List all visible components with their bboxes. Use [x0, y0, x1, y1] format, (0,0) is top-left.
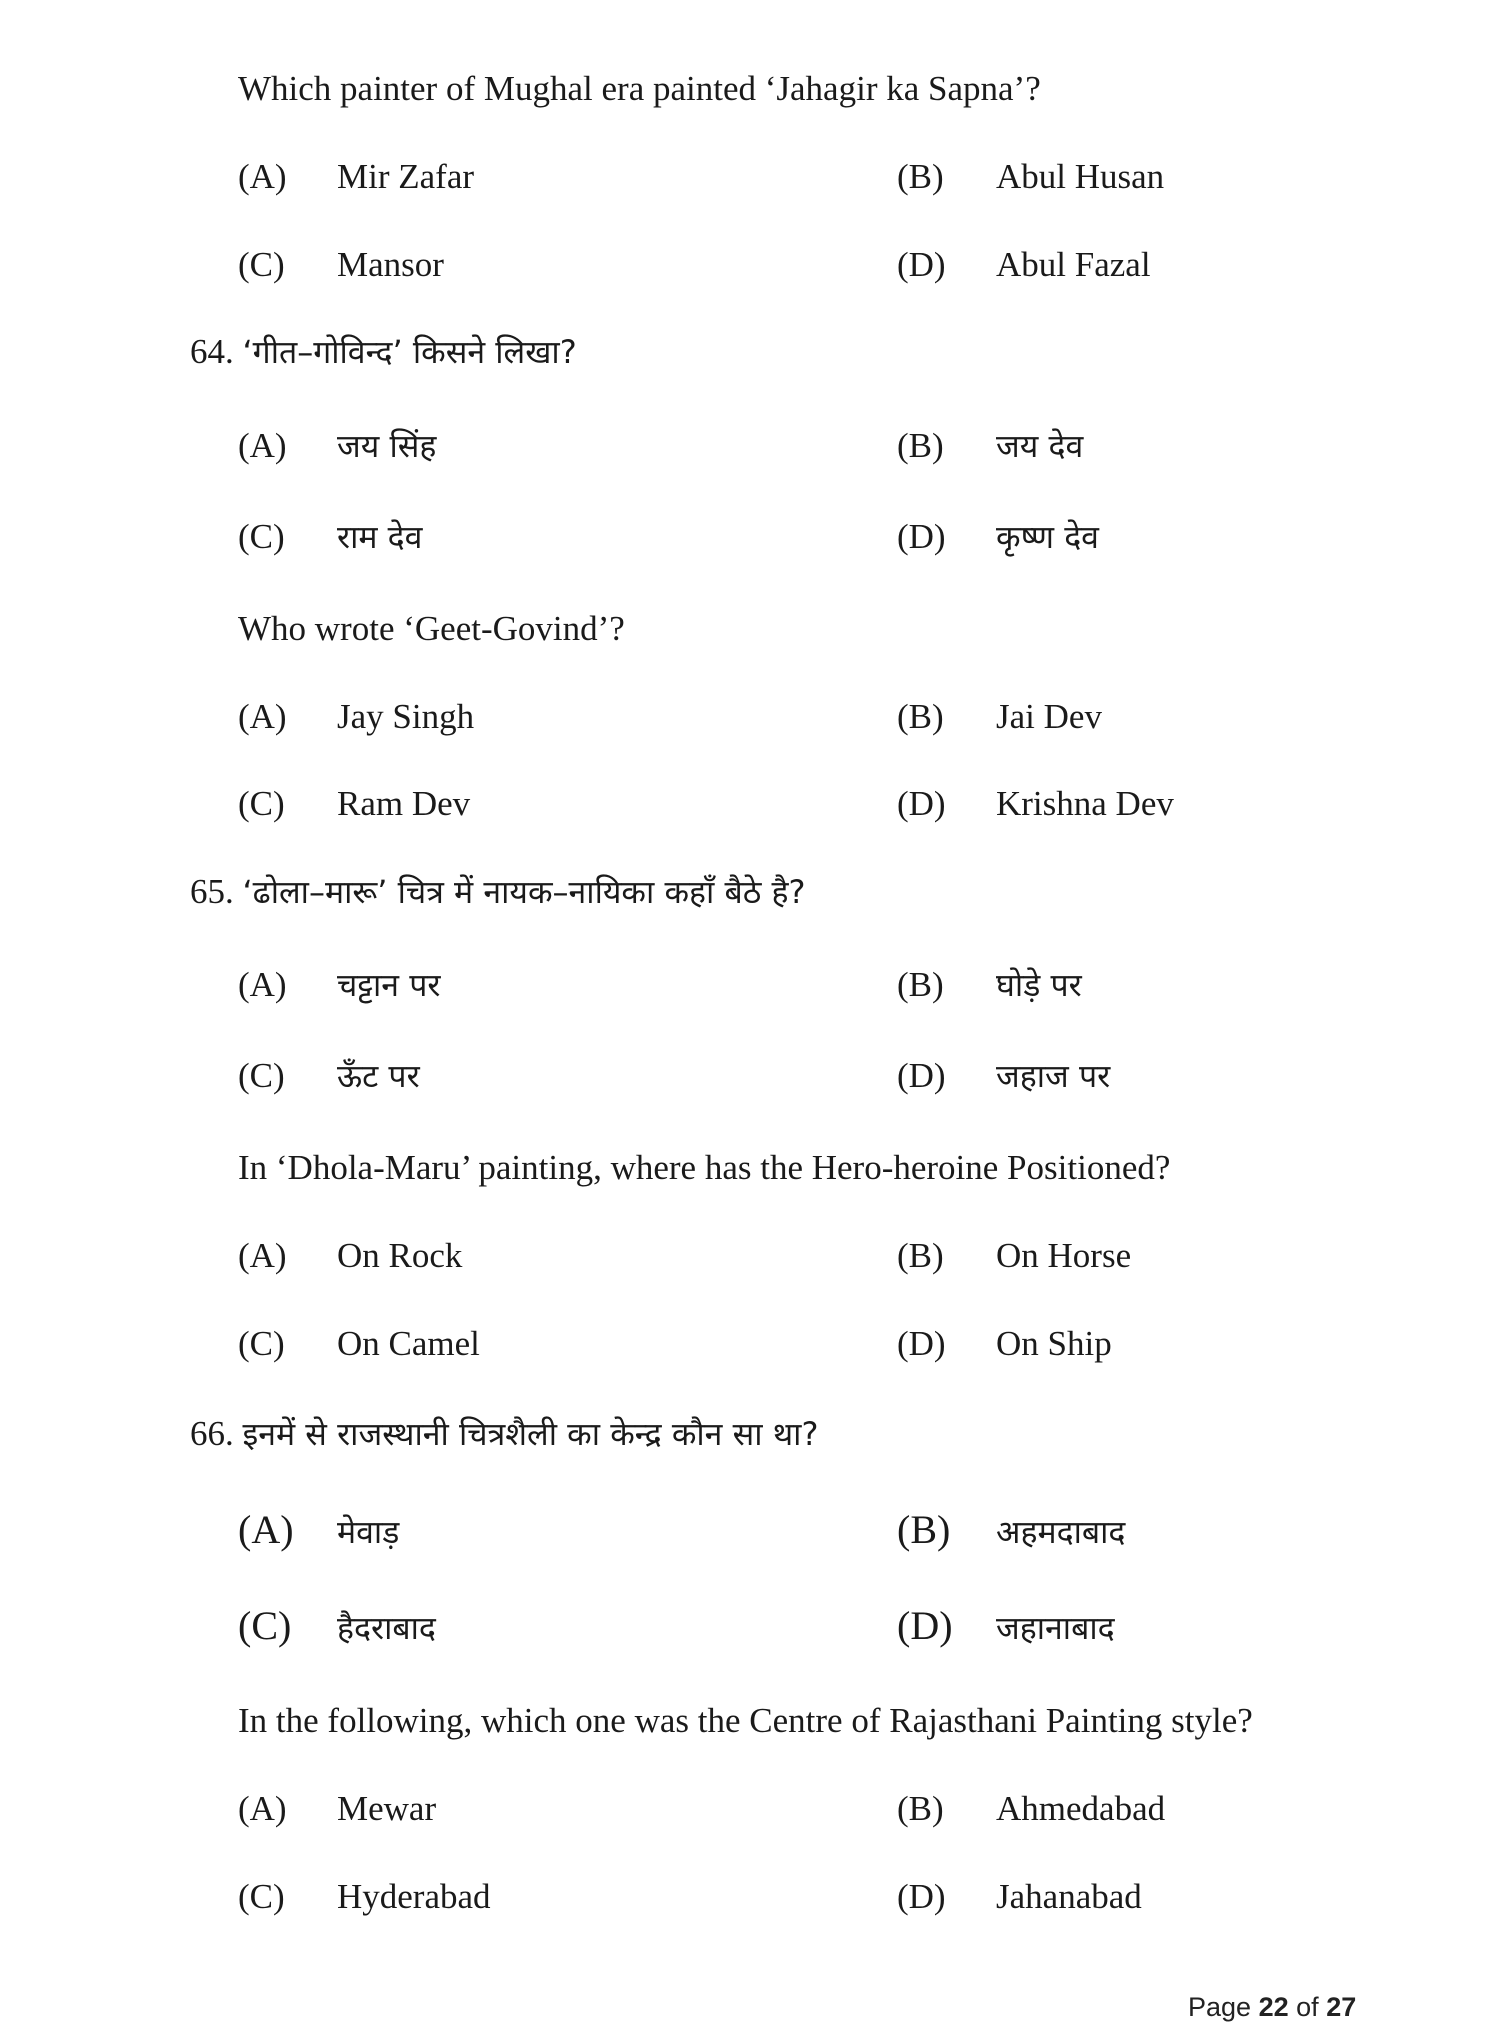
option-text: Mir Zafar [337, 157, 475, 196]
option-letter: (B) [897, 1507, 951, 1552]
option-text: Krishna Dev [996, 784, 1174, 823]
option-letter: (D) [897, 517, 946, 556]
question-row [190, 330, 577, 374]
option-text: Mansor [337, 245, 444, 284]
page-current: 22 [1258, 1992, 1289, 2022]
question-text: Which painter of Mughal era painted ‘Jahagir ka Sapna’? [238, 69, 1041, 108]
question-number: 66. [190, 1414, 234, 1453]
question-row [190, 870, 806, 914]
option-letter: (C) [238, 1056, 285, 1095]
option-letter: (D) [897, 245, 946, 284]
question-text: Who wrote ‘Geet-Govind’? [238, 609, 625, 648]
question-row [190, 1412, 818, 1456]
option-text: On Ship [996, 1324, 1112, 1363]
option-text: मेवाड़ [337, 1513, 400, 1551]
option-letter: (C) [238, 517, 285, 556]
option-letter: (A) [238, 697, 287, 736]
option-letter: (B) [897, 1789, 944, 1828]
option-letter: (D) [897, 1056, 946, 1095]
option-text: हैदराबाद [337, 1609, 436, 1647]
option-letter: (A) [238, 426, 287, 465]
option-letter: (C) [238, 1603, 292, 1648]
option-letter: (B) [897, 697, 944, 736]
option-text: जहानाबाद [996, 1609, 1115, 1647]
option-text: Abul Fazal [996, 245, 1151, 284]
question-text: In ‘Dhola-Maru’ painting, where has the Hero-heroine Positioned? [238, 1148, 1171, 1187]
option-letter: (B) [897, 1236, 944, 1275]
option-text: Ram Dev [337, 784, 471, 823]
question-text: इनमें से राजस्थानी चित्रशैली का केन्द्र कौन सा था? [242, 1415, 819, 1453]
option-letter: (B) [897, 965, 944, 1004]
question-text: ‘गीत–गोविन्द’ किसने लिखा? [242, 333, 577, 371]
option-letter: (A) [238, 1789, 287, 1828]
option-letter: (A) [238, 965, 287, 1004]
option-letter: (D) [897, 784, 946, 823]
page-footer [1188, 1990, 1356, 2024]
option-letter: (B) [897, 426, 944, 465]
option-letter: (A) [238, 1507, 294, 1552]
option-text: Jahanabad [996, 1877, 1142, 1916]
option-text: राम देव [337, 518, 423, 556]
option-letter: (C) [238, 1324, 285, 1363]
option-letter: (D) [897, 1324, 946, 1363]
option-text: On Horse [996, 1236, 1132, 1275]
page-word: Page [1188, 1992, 1252, 2022]
option-letter: (D) [897, 1877, 946, 1916]
option-text: जय सिंह [337, 427, 437, 465]
option-text: Ahmedabad [996, 1789, 1166, 1828]
option-text: जहाज पर [996, 1057, 1111, 1095]
option-text: Mewar [337, 1789, 437, 1828]
option-letter: (C) [238, 245, 285, 284]
option-text: Jay Singh [337, 697, 475, 736]
option-text: Abul Husan [996, 157, 1165, 196]
option-text: On Camel [337, 1324, 480, 1363]
option-text: On Rock [337, 1236, 463, 1275]
option-text: चट्टान पर [337, 966, 441, 1004]
option-letter: (C) [238, 1877, 285, 1916]
question-number: 65. [190, 872, 234, 911]
option-text: Hyderabad [337, 1877, 491, 1916]
question-text: ‘ढोला–मारू’ चित्र में नायक–नायिका कहाँ बैठे है? [242, 873, 806, 911]
option-letter: (D) [897, 1603, 953, 1648]
option-text: कृष्ण देव [996, 518, 1099, 556]
page-total: 27 [1326, 1992, 1357, 2022]
of-word: of [1296, 1992, 1319, 2022]
option-text: अहमदाबाद [996, 1513, 1126, 1551]
option-letter: (C) [238, 784, 285, 823]
question-text: In the following, which one was the Centre of Rajasthani Painting style? [238, 1701, 1253, 1740]
option-text: Jai Dev [996, 697, 1102, 736]
option-text: ऊँट पर [337, 1057, 420, 1095]
option-text: जय देव [996, 427, 1084, 465]
option-letter: (B) [897, 157, 944, 196]
option-letter: (A) [238, 1236, 287, 1275]
question-number: 64. [190, 332, 234, 371]
option-letter: (A) [238, 157, 287, 196]
option-text: घोड़े पर [996, 966, 1082, 1004]
